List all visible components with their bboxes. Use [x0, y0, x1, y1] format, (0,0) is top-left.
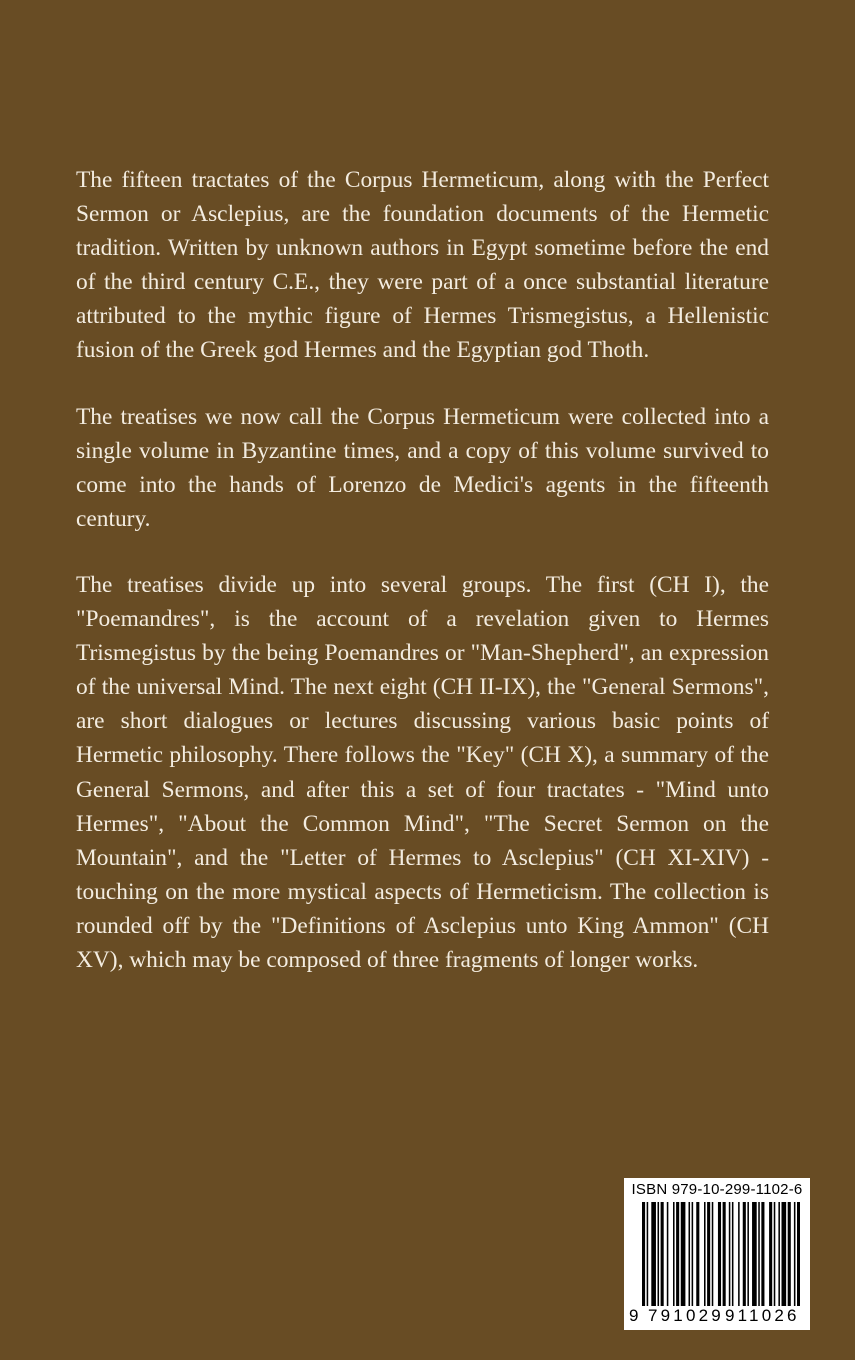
barcode-bar [794, 1202, 796, 1306]
barcode-bar [689, 1202, 691, 1306]
barcode-bar [752, 1202, 757, 1306]
barcode-bar [676, 1202, 679, 1306]
barcode-bar [692, 1202, 694, 1306]
barcode-bar [747, 1202, 749, 1306]
barcode-bar [738, 1202, 740, 1306]
barcode-bar [704, 1202, 706, 1306]
barcode-digits-right: 911026 [725, 1306, 800, 1325]
barcode-bar [661, 1202, 664, 1306]
barcode-bar [718, 1202, 721, 1306]
isbn-barcode [624, 1178, 810, 1330]
barcode-bar [647, 1202, 649, 1306]
barcode-digits-left: 791029 [648, 1306, 724, 1325]
barcode-bar [774, 1202, 776, 1306]
barcode-bar [642, 1202, 645, 1306]
barcode-bar [707, 1202, 710, 1306]
barcode-digits [624, 1306, 810, 1328]
barcode-bar [743, 1202, 746, 1306]
barcode-bars [642, 1202, 800, 1306]
barcode-bar [778, 1202, 780, 1306]
barcode-bar [782, 1202, 787, 1306]
isbn-label: ISBN 979-10-299-1102-6 [631, 1181, 803, 1198]
barcode-bar [723, 1202, 726, 1306]
barcode-bar [761, 1202, 764, 1306]
barcode-bar [788, 1202, 791, 1306]
barcode-bar [732, 1202, 734, 1306]
barcode-bar [769, 1202, 772, 1306]
paragraph-contents: The treatises divide up into several groups. The first (CH I), the "Poemandres", is the account of a revelation given to Hermes Trismegistus by the being Poemandres or "Man-Shepherd", an expression of the universal Mind. The next eight (CH II-IX), the "General Sermons", are short dialogues or lectures discussing various basic points of Hermetic philosophy. There follows the "Key" (CH X), a summary of the General Sermons, and after this a set of four tractates - "Mind unto Hermes", "About the Common Mind", "The Secret Sermon on the Mountain", and the "Letter of Hermes to Asclepius" (CH XI-XIV) - touching on the more mystical aspects of Hermeticism. The collection is rounded off by the "Definitions of Asclepius unto King Ammon" (CH XV), which may be composed of three fragments of longer works. [76, 571, 769, 973]
barcode-bar [758, 1202, 760, 1306]
barcode-bar [673, 1202, 675, 1306]
barcode-bar [651, 1202, 656, 1306]
paragraph-history: The treatises we now call the Corpus Hermeticum were collected into a single volume in Byzantine times, and a copy of this volume survived to come into the hands of Lorenzo de Medici's agents in the fifteenth century. [76, 403, 769, 532]
back-cover-description [76, 163, 769, 1009]
barcode-digit-first: 9 [629, 1306, 642, 1325]
barcode-bar [658, 1202, 660, 1306]
barcode-bar [729, 1202, 731, 1306]
barcode-bar [696, 1202, 699, 1306]
barcode-bar [797, 1202, 800, 1306]
barcode-bar [681, 1202, 686, 1306]
barcode-bar [667, 1202, 669, 1306]
barcode-bar [712, 1202, 714, 1306]
paragraph-intro: The fifteen tractates of the Corpus Hermeticum, along with the Perfect Sermon or Asclepius, are the foundation documents of the Hermetic tradition. Written by unknown authors in Egypt sometime before the end of the third century C.E., they were part of a once substantial literature attributed to the mythic figure of Hermes Trismegistus, a Hellenistic fusion of the Greek god Hermes and the Egyptian god Thoth. [76, 167, 769, 364]
